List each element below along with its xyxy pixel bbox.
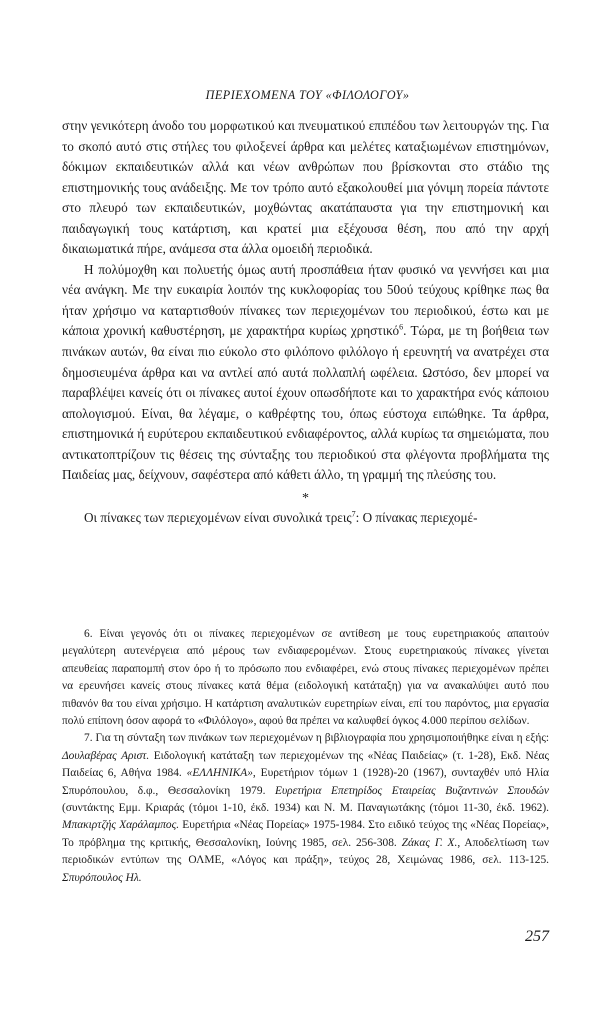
footnote-6: 6. Είναι γεγονός ότι οι πίνακες περιεχομένων σε αντίθεση με τους ευρετηριακούς απαιτούν μεγαλύτερη αυτενέργεια από μέρους των ενδιαφερομένων. Στους ευρετηριακούς πίνακες γίνεται απευθείας παραπομπή στον όρο ή το πρόσωπο που ενδιαφέρει, ενώ στους πίνακες περιεχομένων πρέπει να ερευνήσει κανείς στους πίνακες κατά θέμα (ειδολογική κατάταξη) για να ανακαλύψει αυτό που πιθανόν θα του είναι χρήσιμο. Η κατάρτιση αναλυτικών ευρετηρίων είναι, επί του παρόντος, μια εργασία πολύ επίπονη όσον αφορά το «Φιλόλογο», αφού θα πρέπει να καλυφθεί όγκος 4.000 περίπου σελίδων. — [62, 628, 549, 728]
footnote-7-text: 7. Για τη σύνταξη των πινάκων των περιεχομένων η βιβλιογραφία που χρησιμοποιήθηκε είναι η εξής: — [84, 732, 549, 745]
footnote-ref-7[interactable]: 7 — [351, 509, 356, 519]
footnote-ref-6[interactable]: 6 — [399, 323, 404, 333]
footnote-7-italic-ref: Σπυρόπουλος Ηλ. — [62, 871, 142, 884]
paragraph-2-text-a: Η πολύμοχθη και πολυετής όμως αυτή προσπάθεια ήταν φυσικό να γεννήσει και μια νέα ανάγκη. Με την ευκαιρία λοιπόν της κυκλοφορίας του 50ού τεύχους κρίθηκε πως θα ήταν χρήσιμο να καταρτισθούν πίνακες των περιεχομένων του περιοδικού, έστω και με κάποια χρονική καθυστέρηση, με χαρακτήρα κυρίως χρηστικό — [62, 261, 549, 339]
footnote-7-italic-ref: Ευρετήρια Επετηρίδος Εταιρείας Βυζαντινών Σπουδών — [275, 784, 549, 797]
paragraph-3-text-a: Οι πίνακες των περιεχομένων είναι συνολικά τρεις — [84, 509, 352, 525]
section-separator: * — [302, 490, 309, 506]
footnote-7-italic-ref: Ζάκας Γ. Χ. — [401, 836, 458, 849]
paragraph-2-text-b: . Τώρα, με τη βοήθεια των πινάκων αυτών, θα είναι πιο εύκολο στο φιλόπονο φιλόλογο ή ερευνητή να ανατρέχει στα δημοσιευμένα άρθρα και να αντλεί από αυτά πολλαπλή ωφέλεια. Ωστόσο, δεν μπορεί να παραβλέψει κανείς ότι οι πίνακες αυτοί έχουν οπωσδήποτε και το χαρακτήρα ενός κάποιου απολογισμού. Είναι, θα λέγαμε, ο καθρέφτης του, όπως εύστοχα ειπώθηκε. Τα άρθρα, επιστημονικά ή ευρύτερου εκπαιδευτικού ενδιαφέροντος, αλλά κυρίως τα σημειώματα, που αντικατοπτρίζουν τις θέσεις της σύνταξης του περιοδικού στα φλέγοντα προβλήματα της Παιδείας μας, δείχνουν, σαφέστερα από κάθετι άλλο, τη γραμμή της πλεύσης του. — [62, 323, 549, 483]
paragraph-3 — [62, 508, 549, 529]
footnote-7-text: , Ευρετήριον τόμων 1 (1928)-20 (1967), συνταχθέν υπό Ηλία Σπυρόπουλου, δ.φ., Θεσσαλονίκη 1979. — [62, 767, 549, 797]
footnote-7-italic-ref: «ΕΛΛΗΝΙΚΑ» — [186, 767, 253, 780]
paragraph-1: στην γενικότερη άνοδο του μορφωτικού και πνευματικού επιπέδου των λειτουργών της. Για το σκοπό αυτό στις στήλες του φιλοξενεί άρθρα και μελέτες καταξιωμένων επιστημόνων, δόκιμων εκπαιδευτικών αλλά και νέων ανθρώπων που βρίσκονται στο στάδιο της επιστημονικής τους ανάδειξης. Με τον τρόπο αυτό εξακολουθεί μια γόνιμη πορεία πάντοτε στο πλευρό των εκπαιδευτικών, μοχθώντας ακατάπαυστα για την επιστημονική και παιδαγωγική τους κατάρτιση, και κρατεί μια εξέχουσα θέση, που από την αρχή δικαιωματικά πήρε, ανάμεσα στα άλλα ομοειδή περιοδικά. — [62, 118, 549, 257]
footnote-7 — [62, 730, 549, 887]
footnote-7-text: (συντάκτης Εμμ. Κριαράς (τόμοι 1-10, έκδ. 1934) και Ν. Μ. Παναγιωτάκης (τόμοι 11-30, έκδ. 1962). — [62, 802, 549, 815]
footnote-7-italic-ref: Μπακιρτζής Χαράλαμπος. — [62, 819, 180, 832]
footnote-7-text: Ευρετήρια «Νέας Πορείας» 1975-1984. Στο ειδικό τεύχος της «Νέας Πορείας», Το πρόβλημα της κριτικής, Θεσσαλονίκη, Ιούνης 1985, σελ. 256-308. — [62, 819, 549, 849]
paragraph-3-text-b: : Ο πίνακας περιεχομέ- — [355, 509, 478, 525]
paragraph-2 — [62, 260, 549, 486]
footnote-7-text: , Αποδελτίωση των περιοδικών εντύπων της ΟΛΜΕ, «Λόγος και πράξη», τεύχος 28, Χειμώνας 1986, σελ. 113-125. — [62, 836, 549, 867]
footnote-7-italic-ref: Δουλαβέρας Αριστ. — [62, 749, 150, 762]
running-header: ΠΕΡΙΕΧΟΜΕΝΑ ΤΟΥ «ΦΙΛΟΛΟΓΟΥ» — [205, 88, 410, 102]
footnotes — [62, 626, 549, 887]
main-text — [62, 116, 549, 528]
page-number: 257 — [525, 928, 549, 945]
footnote-7-text: Ειδολογική κατάταξη των περιεχομένων της «Νέας Παιδείας» (τ. 1-28), Εκδ. Νέας Παιδείας 6, Αθήνα 1984. — [62, 749, 549, 780]
